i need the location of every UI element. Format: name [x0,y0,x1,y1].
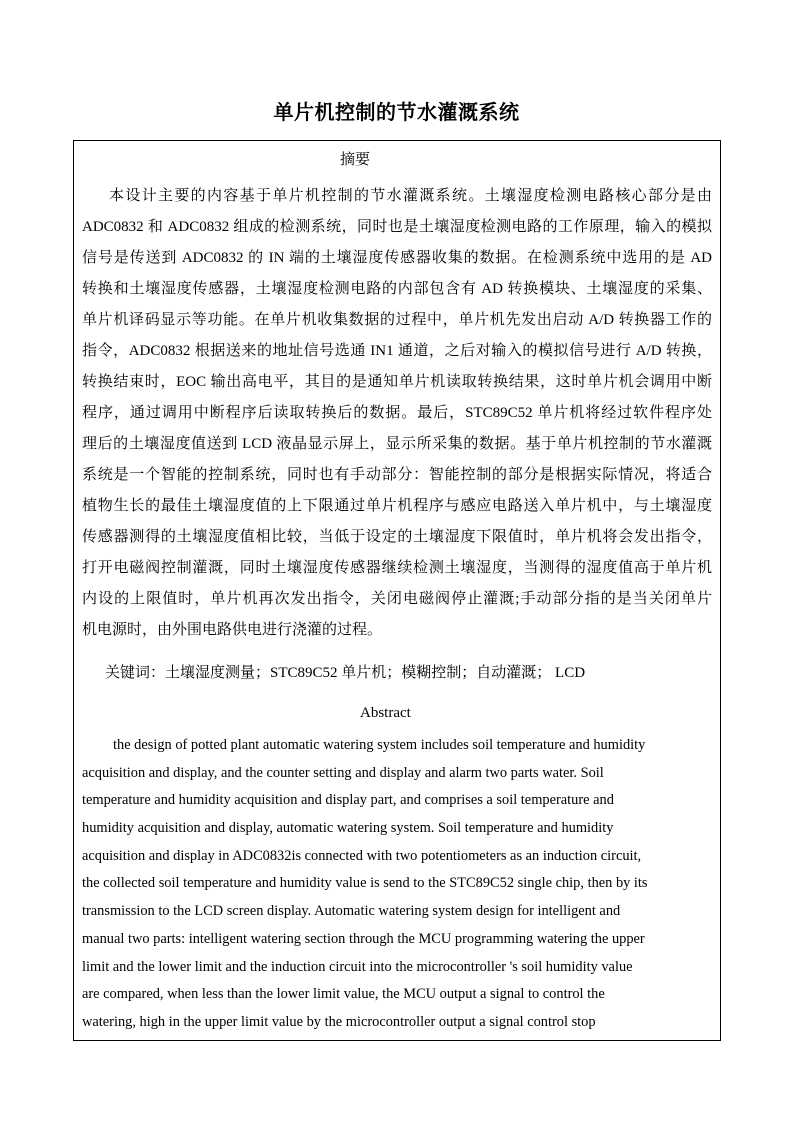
abstract-cn-line: 植物生长的最佳土壤湿度值的上下限通过单片机程序与感应电路送入单片机中，与土壤湿度 [82,498,712,514]
abstract-cn-line: 传感器测得的土壤湿度值相比较，当低于设定的土壤湿度下限值时，单片机将会发出指令， [82,529,712,545]
abstract-en-line: the design of potted plant automatic watering system includes soil temperature and humidity [113,737,646,753]
abstract-en-line: manual two parts: intelligent watering section through the MCU programming watering the upper [82,930,645,947]
abstract-cn-line: 系统是一个智能的控制系统，同时也有手动部分：智能控制的部分是根据实际情况，将适合 [82,467,712,483]
abstract-en-line: limit and the lower limit and the induction circuit into the microcontroller 's soil humidity value [82,958,633,975]
abstract-cn-line: 转换和土壤湿度传感器，土壤湿度检测电路的内部包含有 AD 转换模块、土壤湿度的采集、 [82,281,712,297]
abstract-cn-line: 信号是传送到 ADC0832 的 IN 端的土壤湿度传感器收集的数据。在检测系统中选用的是 AD [82,250,712,266]
abstract-en-line: transmission to the LCD screen display. Automatic watering system design for intelligent and [82,903,621,920]
abstract-cn-line: ADC0832 和 ADC0832 组成的检测系统，同时也是土壤湿度检测电路的工作原理，输入的模拟 [82,219,712,235]
abstract-en-line: acquisition and display in ADC0832is connected with two potentiometers as an induction circuit, [82,847,642,864]
abstract-en-heading: Abstract [360,705,411,721]
abstract-cn-line: 转换结束时，EOC 输出高电平，其目的是通知单片机读取转换结果，这时单片机会调用中断 [82,374,712,390]
abstract-cn-line: 程序，通过调用中断程序后读取转换后的数据。最后，STC89C52 单片机将经过软件程序处 [82,405,712,421]
abstract-cn-line: 单片机译码显示等功能。在单片机收集数据的过程中，单片机先发出启动 A/D 转换器工作的 [82,312,712,328]
keywords-label: 关键词： [105,665,166,681]
abstract-en-paragraph [82,732,716,1037]
abstract-cn-line: 打开电磁阀控制灌溉，同时土壤湿度传感器继续检测土壤湿度，当测得的湿度值高于单片机 [82,560,712,576]
abstract-en-line: are compared, when less than the lower limit value, the MCU output a signal to control the [82,986,605,1003]
abstract-cn-line: 指令，ADC0832 根据送来的地址信号选通 IN1 通道，之后对输入的模拟信号进行 A/D 转换， [82,343,712,359]
document-title: 单片机控制的节水灌溉系统 [273,102,520,124]
abstract-cn-line: 内设的上限值时，单片机再次发出指令，关闭电磁阀停止灌溉;手动部分指的是当关闭单片 [82,591,712,607]
abstract-cn-line: 机电源时，由外围电路供电进行浇灌的过程。 [82,622,383,638]
abstract-cn-line: 理后的土壤湿度值送到 LCD 液晶显示屏上，显示所采集的数据。基于单片机控制的节水灌溉 [82,436,712,452]
abstract-cn-line: 本设计主要的内容基于单片机控制的节水灌溉系统。土壤湿度检测电路核心部分是由 [109,188,712,204]
abstract-cn-heading: 摘要 [340,152,371,168]
abstract-en-line: temperature and humidity acquisition and display part, and comprises a soil temperature and [82,792,614,809]
abstract-cn-paragraph [82,181,712,646]
abstract-en-line: humidity acquisition and display, automatic watering system. Soil temperature and humidity [82,820,614,837]
abstract-en-line: the collected soil temperature and humidity value is send to the STC89C52 single chip, then by its [82,875,648,892]
abstract-en-line: acquisition and display, and the counter setting and display and alarm two parts water. Soil [82,764,604,781]
abstract-frame [73,140,721,1041]
keywords-value: 土壤湿度测量；STC89C52 单片机；模糊控制；自动灌溉； LCD [165,665,586,681]
keywords-line [105,658,585,689]
abstract-en-line: watering, high in the upper limit value by the microcontroller output a signal control stop [82,1013,596,1030]
